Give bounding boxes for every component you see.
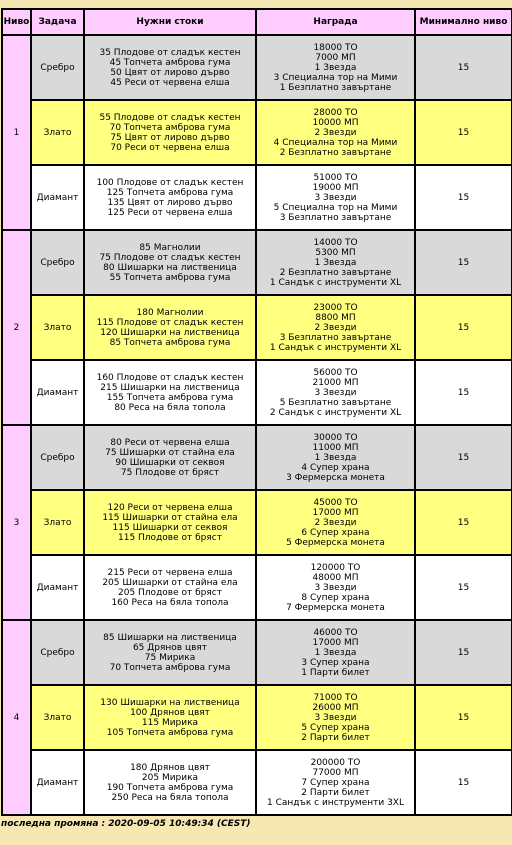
task-cell: Сребро (31, 425, 84, 490)
reward-cell (256, 100, 415, 165)
reward-line: 46000 ТО (313, 627, 358, 638)
reward-line: 120000 ТО (310, 562, 361, 573)
min-level-cell: 15 (415, 490, 512, 555)
table-row (2, 425, 512, 490)
table-row (2, 750, 512, 815)
table-row (2, 100, 512, 165)
goods-line: 65 Дрянов цвят (132, 642, 208, 653)
goods-line: 75 Плодове от сладък кестен (99, 252, 241, 263)
reward-line: 3 Специална тор на Мими (273, 72, 398, 83)
reward-line: 71000 ТО (313, 692, 358, 703)
reward-line: 2 Парти билет (301, 732, 370, 743)
reward-line: 200000 ТО (310, 757, 361, 768)
goods-cell (84, 35, 256, 100)
reward-line: 6 Супер храна (301, 527, 370, 538)
goods-line: 90 Шишарки от секвоя (115, 457, 225, 468)
goods-line: 155 Топчета амброва гума (106, 392, 234, 403)
reward-line: 7000 МП (315, 52, 356, 63)
goods-line: 115 Плодове от бряст (118, 532, 222, 543)
reward-line: 5 Специална тор на Мими (273, 202, 398, 213)
goods-line: 75 Мирика (144, 652, 196, 663)
table-row (2, 360, 512, 425)
goods-cell (84, 165, 256, 230)
goods-line: 115 Плодове от сладък кестен (96, 317, 244, 328)
min-level-cell: 15 (415, 165, 512, 230)
goods-line: 125 Топчета амброва гума (106, 187, 234, 198)
reward-cell (256, 685, 415, 750)
goods-line: 70 Реси от червена елша (110, 142, 230, 153)
reward-cell (256, 35, 415, 100)
reward-line: 5 Фермерска монета (286, 537, 385, 548)
reward-line: 2 Безплатно завъртане (279, 147, 392, 158)
reward-line: 10000 МП (312, 117, 359, 128)
goods-line: 205 Мирика (141, 772, 199, 783)
goods-line: 120 Шишарки на лиственица (100, 327, 240, 338)
reward-line: 48000 МП (312, 572, 359, 583)
reward-line: 1 Сандък с инструменти XL (269, 277, 402, 288)
goods-line: 135 Цвят от лирово дърво (107, 197, 233, 208)
reward-line: 19000 МП (312, 182, 359, 193)
goods-line: 80 Реси от червена елша (110, 437, 230, 448)
level-cell: 3 (2, 425, 31, 620)
task-cell: Диамант (31, 360, 84, 425)
goods-line: 205 Шишарки от стайна ела (102, 577, 238, 588)
min-level-cell: 15 (415, 100, 512, 165)
min-level-cell: 15 (415, 620, 512, 685)
reward-cell (256, 620, 415, 685)
reward-line: 1 Звезда (314, 647, 357, 658)
reward-cell (256, 165, 415, 230)
goods-line: 100 Дрянов цвят (130, 707, 210, 718)
reward-line: 1 Звезда (314, 452, 357, 463)
reward-line: 21000 МП (312, 377, 359, 388)
goods-cell (84, 685, 256, 750)
min-level-cell: 15 (415, 750, 512, 815)
header-row (2, 9, 512, 35)
goods-line: 35 Плодове от сладък кестен (99, 47, 241, 58)
goods-cell (84, 295, 256, 360)
goods-line: 215 Реси от червена елша (107, 567, 233, 578)
goods-line: 190 Топчета амброва гума (106, 782, 234, 793)
reward-line: 2 Звезди (314, 322, 357, 333)
level-cell: 4 (2, 620, 31, 815)
reward-line: 5 Супер храна (301, 722, 370, 733)
reward-line: 1 Сандък с инструменти 3XL (267, 797, 404, 808)
reward-line: 3 Безплатно завъртане (279, 212, 392, 223)
table-row (2, 295, 512, 360)
reward-line: 8800 МП (315, 312, 356, 323)
reward-line: 3 Безплатно завъртане (279, 332, 392, 343)
rewards-table (1, 8, 512, 816)
goods-cell (84, 620, 256, 685)
table-row (2, 35, 512, 100)
goods-line: 250 Реса на бяла топола (111, 792, 229, 803)
goods-cell (84, 360, 256, 425)
reward-line: 4 Специална тор на Мими (273, 137, 398, 148)
task-cell: Злато (31, 685, 84, 750)
goods-line: 215 Шишарки на лиственица (100, 382, 240, 393)
table-row (2, 555, 512, 620)
reward-cell (256, 490, 415, 555)
min-level-cell: 15 (415, 35, 512, 100)
min-level-cell: 15 (415, 555, 512, 620)
reward-line: 2 Звезди (314, 127, 357, 138)
reward-line: 2 Сандък с инструменти XL (269, 407, 402, 418)
goods-line: 85 Топчета амброва гума (109, 337, 231, 348)
min-level-cell: 15 (415, 295, 512, 360)
reward-line: 5 Безплатно завъртане (279, 397, 392, 408)
task-cell: Диамант (31, 165, 84, 230)
goods-line: 45 Реси от червена елша (110, 77, 230, 88)
goods-line: 80 Шишарки на лиственица (103, 262, 237, 273)
table-body (2, 35, 512, 815)
level-cell: 2 (2, 230, 31, 425)
task-cell: Злато (31, 490, 84, 555)
goods-line: 100 Плодове от сладък кестен (96, 177, 244, 188)
reward-line: 28000 ТО (313, 107, 358, 118)
reward-cell (256, 230, 415, 295)
last-modified: последна промяна : 2020-09-05 10:49:34 (CEST) (1, 819, 251, 829)
goods-line: 115 Шишарки от секвоя (112, 522, 228, 533)
reward-line: 3 Звезди (314, 192, 357, 203)
table-row (2, 165, 512, 230)
reward-line: 3 Звезди (314, 712, 357, 723)
task-cell: Диамант (31, 555, 84, 620)
goods-line: 70 Топчета амброва гума (109, 122, 231, 133)
reward-cell (256, 750, 415, 815)
task-cell: Злато (31, 295, 84, 360)
reward-line: 17000 МП (312, 507, 359, 518)
header-min-level: Минимално ниво (415, 9, 512, 35)
min-level-cell: 15 (415, 360, 512, 425)
goods-cell (84, 555, 256, 620)
table-row (2, 490, 512, 555)
reward-line: 14000 ТО (313, 237, 358, 248)
goods-line: 70 Топчета амброва гума (109, 662, 231, 673)
goods-line: 75 Шишарки от стайна ела (105, 447, 235, 458)
goods-line: 125 Реси от червена елша (107, 207, 233, 218)
goods-line: 115 Мирика (141, 717, 199, 728)
reward-line: 56000 ТО (313, 367, 358, 378)
task-cell: Сребро (31, 35, 84, 100)
reward-cell (256, 295, 415, 360)
reward-line: 3 Звезди (314, 582, 357, 593)
goods-line: 180 Магнолии (136, 307, 204, 318)
reward-line: 18000 ТО (313, 42, 358, 53)
goods-line: 180 Дрянов цвят (130, 762, 210, 773)
goods-cell (84, 490, 256, 555)
min-level-cell: 15 (415, 425, 512, 490)
reward-line: 1 Звезда (314, 257, 357, 268)
goods-line: 75 Цвят от лирово дърво (110, 132, 230, 143)
reward-line: 1 Звезда (314, 62, 357, 73)
goods-line: 205 Плодове от бряст (118, 587, 222, 598)
reward-line: 30000 ТО (313, 432, 358, 443)
goods-line: 130 Шишарки на лиственица (100, 697, 240, 708)
reward-line: 51000 ТО (313, 172, 358, 183)
header-goods: Нужни стоки (84, 9, 256, 35)
goods-line: 80 Реса на бяла топола (114, 402, 226, 413)
reward-line: 11000 МП (312, 442, 359, 453)
reward-cell (256, 425, 415, 490)
reward-line: 17000 МП (312, 637, 359, 648)
level-cell: 1 (2, 35, 31, 230)
reward-line: 1 Сандък с инструменти XL (269, 342, 402, 353)
reward-cell (256, 360, 415, 425)
reward-line: 23000 ТО (313, 302, 358, 313)
task-cell: Сребро (31, 620, 84, 685)
goods-line: 75 Плодове от бряст (120, 467, 220, 478)
header-level: Ниво (2, 9, 31, 35)
goods-line: 50 Цвят от лирово дърво (110, 67, 230, 78)
goods-cell (84, 425, 256, 490)
goods-line: 85 Шишарки на лиственица (103, 632, 237, 643)
task-cell: Диамант (31, 750, 84, 815)
reward-line: 3 Супер храна (301, 657, 370, 668)
reward-line: 45000 ТО (313, 497, 358, 508)
reward-line: 7 Супер храна (301, 777, 370, 788)
goods-line: 55 Топчета амброва гума (109, 272, 231, 283)
reward-line: 5300 МП (315, 247, 356, 258)
goods-line: 120 Реси от червена елша (107, 502, 233, 513)
reward-line: 2 Звезди (314, 517, 357, 528)
reward-line: 4 Супер храна (301, 462, 370, 473)
goods-line: 160 Плодове от сладък кестен (96, 372, 244, 383)
table-row (2, 620, 512, 685)
goods-cell (84, 100, 256, 165)
goods-line: 105 Топчета амброва гума (106, 727, 234, 738)
header-task: Задача (31, 9, 84, 35)
reward-line: 26000 МП (312, 702, 359, 713)
task-cell: Злато (31, 100, 84, 165)
min-level-cell: 15 (415, 230, 512, 295)
reward-line: 2 Парти билет (301, 787, 370, 798)
goods-line: 85 Магнолии (139, 242, 201, 253)
header-reward: Награда (256, 9, 415, 35)
goods-cell (84, 750, 256, 815)
reward-line: 7 Фермерска монета (286, 602, 385, 613)
goods-line: 55 Плодове от сладък кестен (99, 112, 241, 123)
min-level-cell: 15 (415, 685, 512, 750)
top-strip (0, 0, 512, 8)
reward-line: 3 Звезди (314, 387, 357, 398)
reward-line: 1 Безплатно завъртане (279, 82, 392, 93)
reward-line: 1 Парти билет (301, 667, 370, 678)
goods-line: 45 Топчета амброва гума (109, 57, 231, 68)
goods-line: 115 Шишарки от стайна ела (102, 512, 238, 523)
table-row (2, 685, 512, 750)
reward-line: 8 Супер храна (301, 592, 370, 603)
goods-cell (84, 230, 256, 295)
reward-line: 77000 МП (312, 767, 359, 778)
reward-line: 3 Фермерска монета (286, 472, 385, 483)
goods-line: 160 Реса на бяла топола (111, 597, 229, 608)
reward-cell (256, 555, 415, 620)
table-row (2, 230, 512, 295)
reward-line: 2 Безплатно завъртане (279, 267, 392, 278)
task-cell: Сребро (31, 230, 84, 295)
